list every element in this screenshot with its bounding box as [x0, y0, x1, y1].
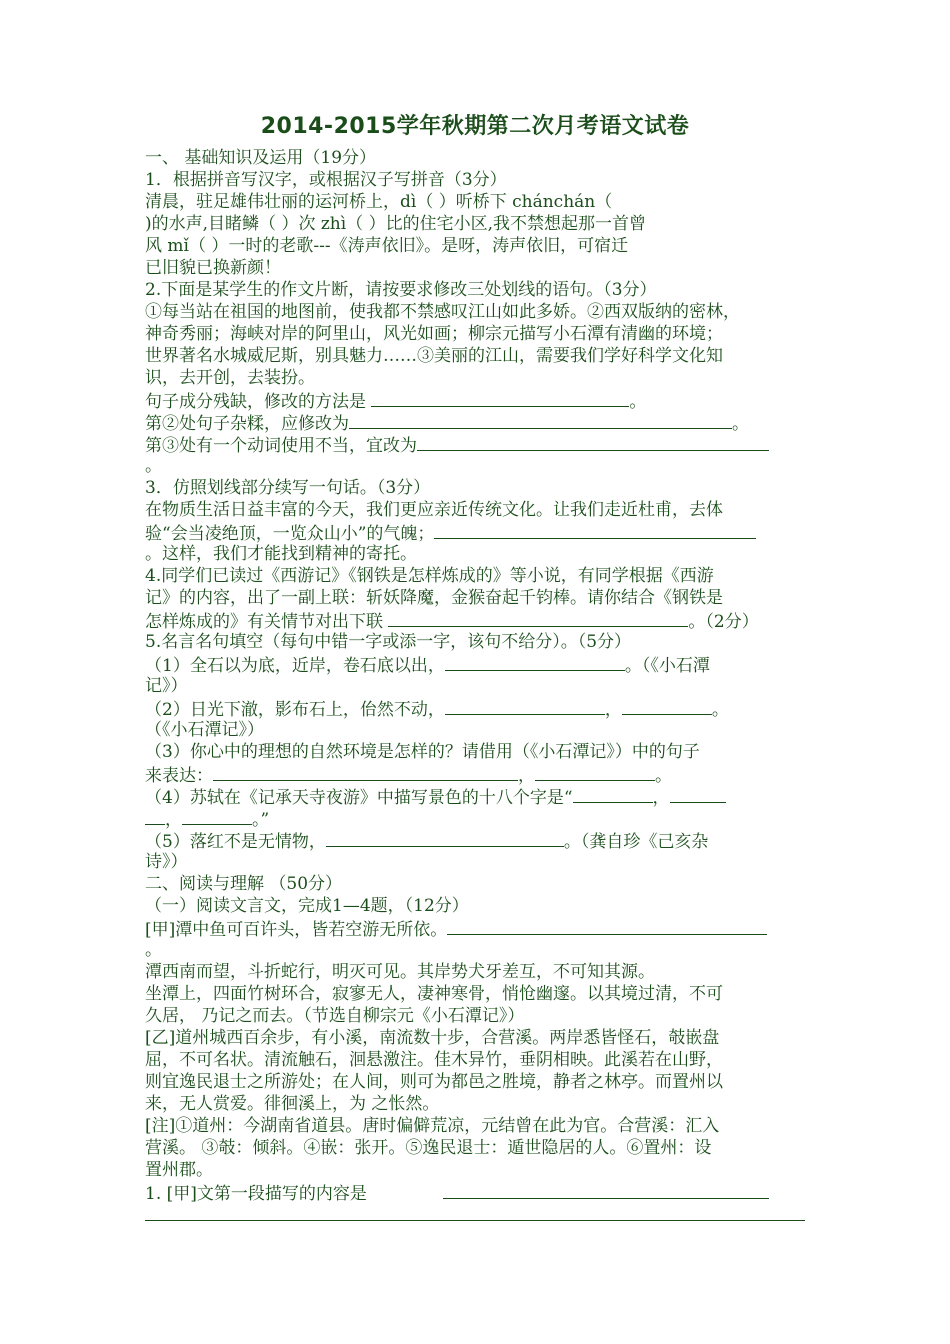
question-5-item: 诗》）: [145, 852, 188, 872]
answer-line: [145, 763, 810, 785]
question-4-prompt: 记》的内容，出了一副上联：斩妖降魔，金猴奋起千钧棒。请你结合《钢铁是: [145, 588, 723, 608]
question-1-line: 已旧貌已换新颜！: [145, 258, 281, 278]
question-5-item: 记》）: [145, 676, 188, 696]
question-5-item: （5）落红不是无情物，: [145, 832, 326, 852]
answer-blank[interactable]: [145, 807, 165, 825]
answer-line: [145, 433, 810, 455]
answer-blank[interactable]: [213, 763, 518, 781]
annotation-text: 置州郡。: [145, 1160, 213, 1180]
answer-blank[interactable]: [535, 763, 655, 781]
answer-suffix: 。（2分）: [688, 612, 759, 632]
page-title: 2014-2015学年秋期第二次月考语文试卷: [260, 114, 690, 139]
answer-line: [145, 411, 810, 433]
classical-text: 久居， 乃记之而去。（节选自柳宗元《小石潭记》）: [145, 1006, 525, 1026]
question-5-item: （4）苏轼在《记承天寺夜游》中描写景色的十八个字是“: [145, 788, 573, 808]
answer-line: [145, 697, 810, 719]
answer-line: [145, 785, 810, 807]
answer-suffix: 。: [655, 766, 672, 786]
answer-suffix: 。（龚自珍《己亥杂: [563, 832, 709, 852]
classical-text: 潭西南而望，斗折蛇行，明灭可见。其岸势犬牙差互，不可知其源。: [145, 962, 655, 982]
question-4-prompt: 怎样炼成的》有关情节对出下联: [145, 612, 389, 632]
answer-blank[interactable]: [447, 917, 767, 935]
answer-blank[interactable]: [326, 829, 564, 847]
answer-line: [145, 1203, 810, 1225]
answer-blank[interactable]: [371, 389, 629, 407]
question-5-prompt: 5.名言名句填空（每句中错一字或添一字，该句不给分）。（5分）: [145, 632, 632, 652]
question-3-prompt: 3．仿照划线部分续写一句话。（3分）: [145, 478, 431, 498]
question-4-prompt: 4.同学们已读过《西游记》《钢铁是怎样炼成的》等小说，有同学根据《西游: [145, 566, 714, 586]
answer-line: [145, 807, 810, 829]
answer-suffix: ，: [518, 766, 535, 786]
question-2-prompt: 2.下面是某学生的作文片断，请按要求修改三处划线的语句。（3分）: [145, 280, 657, 300]
classical-text: [甲]潭中鱼可百许头，皆若空游无所依。: [145, 920, 448, 940]
answer-prompt: 第③处有一个动词使用不当，宜改为: [145, 436, 417, 456]
answer-end: 。: [145, 940, 162, 960]
question-2-passage: 神奇秀丽；海峡对岸的阿里山，风光如画；柳宗元描写小石潭有清幽的环境；: [145, 324, 723, 344]
answer-line: [145, 829, 810, 851]
answer-suffix: 。（《小石潭: [624, 656, 710, 676]
answer-line: [145, 653, 810, 675]
answer-blank[interactable]: [417, 433, 769, 451]
question-3-passage: 验“会当凌绝顶，一览众山小”的气魄；: [145, 524, 435, 544]
classical-text: 来，无人赏爱。徘徊溪上，为 之怅然。: [145, 1094, 440, 1114]
annotation-text: 营溪。 ③攲：倾斜。④嵌：张开。⑤逸民退士：遁世隐居的人。⑥置州：设: [145, 1138, 712, 1158]
question-5-item: （2）日光下澈，影布石上，佁然不动，: [145, 700, 445, 720]
answer-blank[interactable]: [670, 785, 726, 803]
question-2-passage: 识，去开创，去装扮。: [145, 368, 315, 388]
answer-prompt: 第②处句子杂糅，应修改为: [145, 414, 349, 434]
answer-end: 。: [145, 456, 162, 476]
exam-body: [145, 147, 810, 1225]
answer-suffix: 。: [711, 700, 729, 720]
question-3-passage: 在物质生活日益丰富的今天，我们更应亲近传统文化。让我们走近杜甫，去体: [145, 500, 723, 520]
answer-blank[interactable]: [443, 1181, 769, 1199]
answer-blank[interactable]: [145, 1203, 805, 1221]
answer-blank[interactable]: [434, 521, 756, 539]
question-1-line: 风 mǐ（ ）一时的老歌---《涛声依旧》。是呀，涛声依旧，可宿迁: [145, 236, 629, 256]
annotation-text: [注]①道州：今湖南省道县。唐时偏僻荒凉，元结曾在此为官。合营溪：汇入: [145, 1116, 720, 1136]
question-2-passage: 世界著名水城威尼斯，别具魅力……③美丽的江山，需要我们学好科学文化知: [145, 346, 723, 366]
answer-prompt: 句子成分残缺，修改的方法是: [145, 392, 372, 412]
question-1-line: )的水声,目睹鳞（ ）次 zhì（ ）比的住宅小区,我不禁想起那一首曾: [145, 214, 646, 234]
section-heading: 二、阅读与理解 （50分）: [145, 874, 343, 894]
answer-suffix: 。”: [252, 810, 270, 830]
question-5-item: （3）你心中的理想的自然环境是怎样的？请借用（《小石潭记》）中的句子: [145, 742, 700, 762]
answer-line: [145, 1181, 810, 1203]
answer-blank[interactable]: [573, 785, 653, 803]
answer-blank[interactable]: [445, 697, 605, 715]
question-5-item: 来表达：: [145, 766, 213, 786]
answer-suffix: ，: [604, 700, 622, 720]
classical-text: 则宜逸民退士之所游处；在人间，则可为都邑之胜境，静者之林亭。而置州以: [145, 1072, 723, 1092]
answer-blank[interactable]: [349, 411, 732, 429]
answer-line: [145, 917, 810, 939]
answer-suffix: ，: [165, 810, 182, 830]
answer-line: [145, 389, 810, 411]
answer-blank[interactable]: [388, 609, 688, 627]
answer-suffix: 。: [629, 392, 647, 412]
answer-blank[interactable]: [445, 653, 625, 671]
classical-text: [乙]道州城西百余步，有小溪，南流数十步，合营溪。两岸悉皆怪石，攲嵌盘: [145, 1028, 720, 1048]
answer-line: [145, 521, 810, 543]
answer-blank[interactable]: [182, 807, 252, 825]
question-1-prompt: 1．根据拼音写汉字，或根据汉子写拼音（3分）: [145, 170, 507, 190]
answer-line: [145, 609, 810, 631]
question-5-item: （1）全石以为底，近岸，卷石底以出，: [145, 656, 445, 676]
reading-prompt: （一）阅读文言文，完成1—4题，（12分）: [145, 896, 469, 916]
answer-suffix: 。: [732, 414, 749, 434]
question-2-passage: ①每当站在祖国的地图前，使我都不禁感叹江山如此多娇。②西双版纳的密林，: [145, 302, 740, 322]
classical-text: 屈，不可名状。清流触石，洄悬激注。佳木异竹，垂阴相映。此溪若在山野，: [145, 1050, 723, 1070]
classical-text: 坐潭上，四面竹树环合，寂寥无人，凄神寒骨，悄怆幽邃。以其境过清，不可: [145, 984, 723, 1004]
answer-blank[interactable]: [622, 697, 712, 715]
question-5-item: （《小石潭记》）: [145, 720, 264, 740]
reading-question: 1. [甲]文第一段描写的内容是: [145, 1184, 367, 1204]
section-heading: 一、 基础知识及运用（19分）: [145, 148, 377, 168]
question-1-line: 清晨，驻足雄伟壮丽的运河桥上，dì（ ）听桥下 chánchán（: [145, 192, 613, 212]
answer-suffix: ，: [652, 788, 670, 808]
question-3-passage: 。这样，我们才能找到精神的寄托。: [145, 544, 417, 564]
